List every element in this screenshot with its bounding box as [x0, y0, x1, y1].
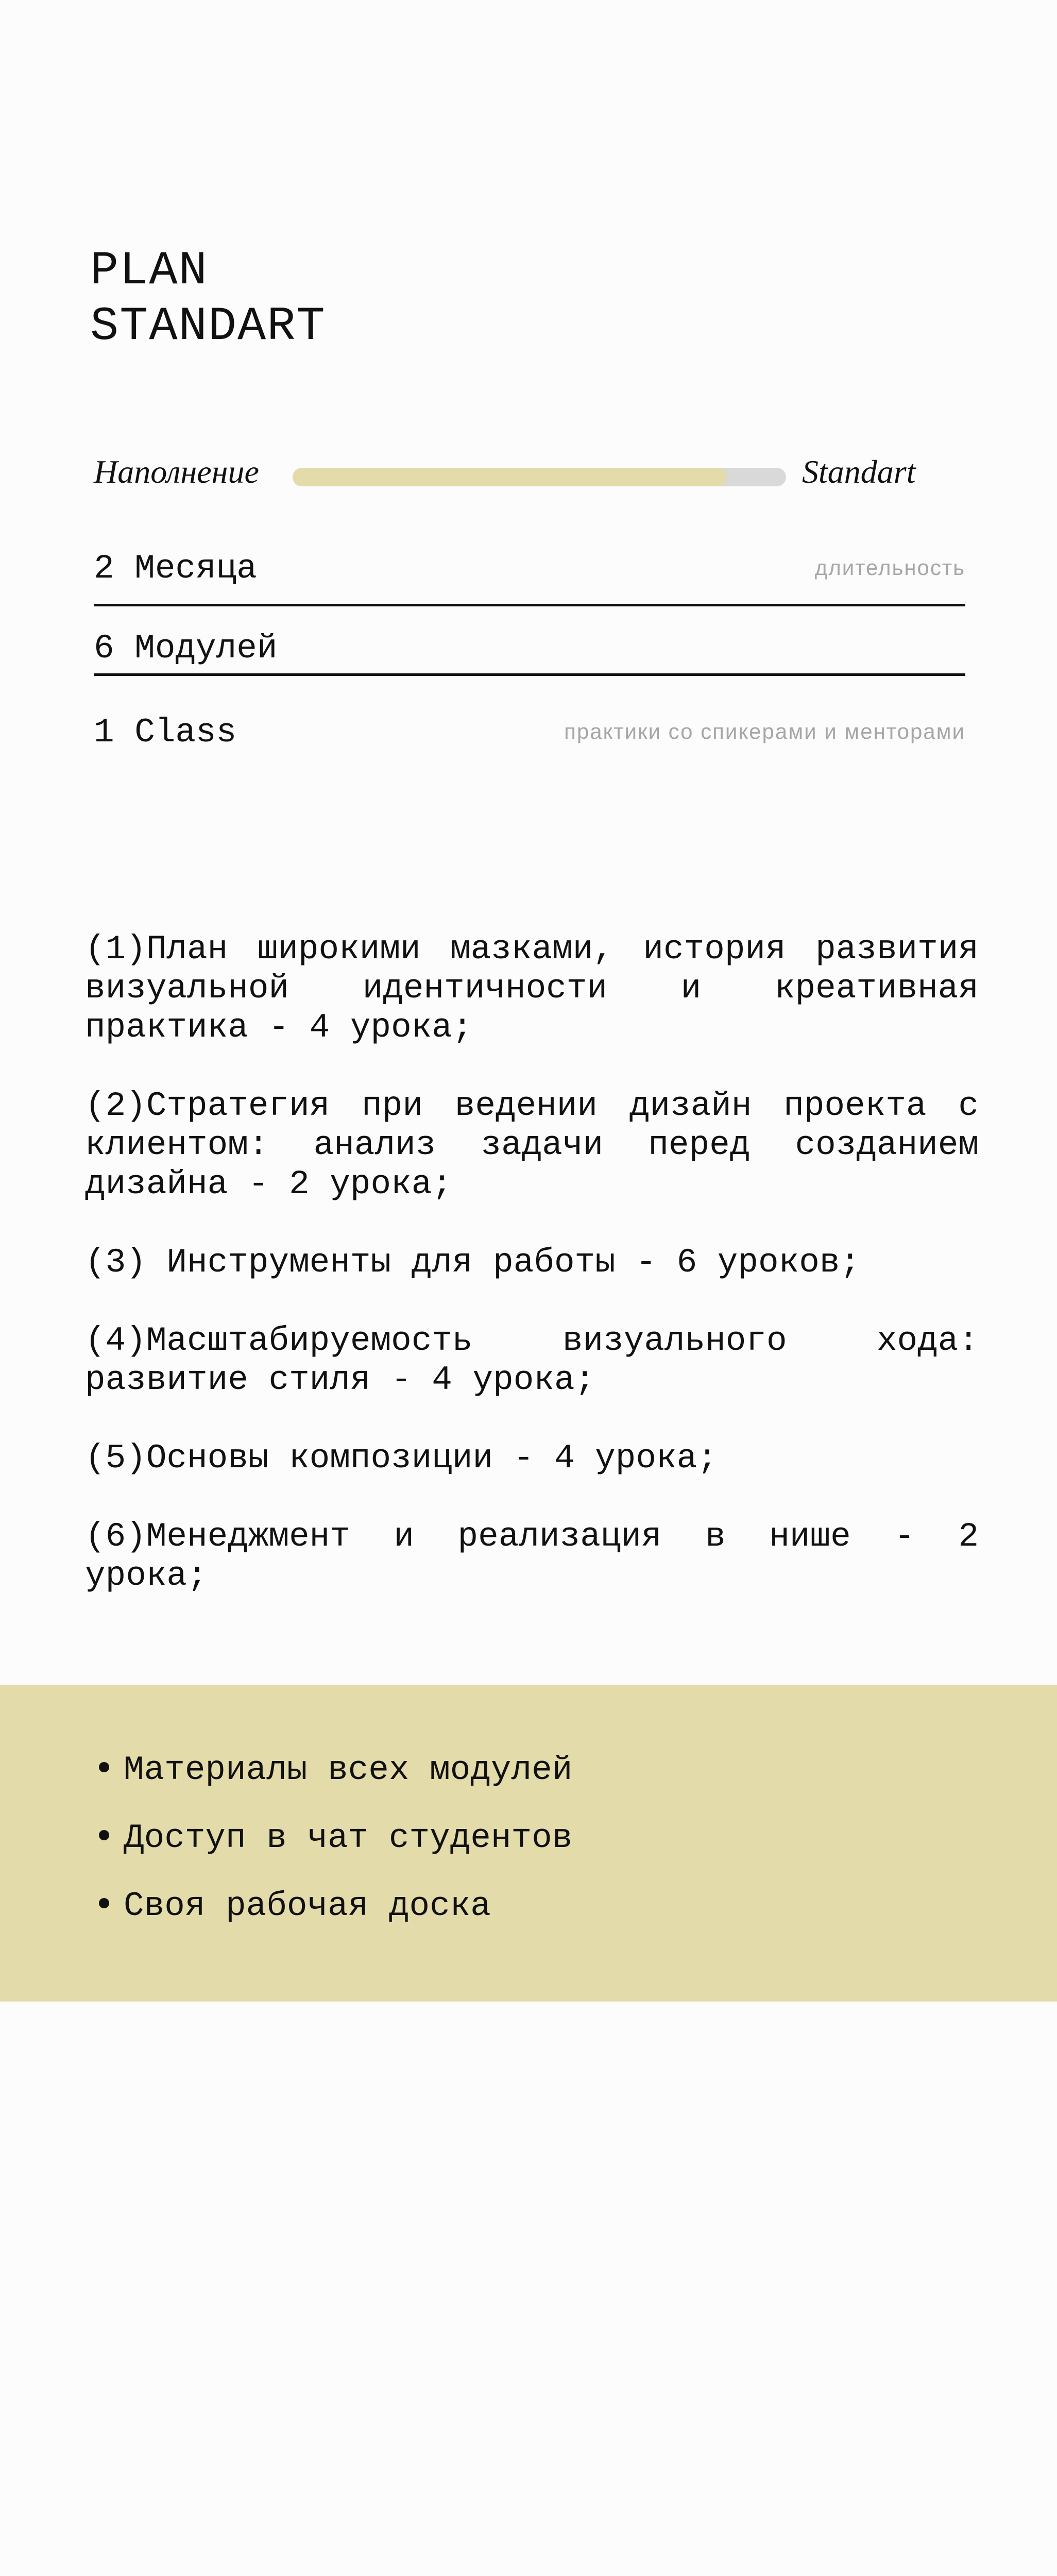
bullet-icon — [99, 1898, 109, 1908]
fill-plan-name: Standart — [802, 453, 916, 490]
plan-title — [90, 243, 326, 354]
benefit-item — [99, 1804, 572, 1872]
module-item: (5)Основы композиции - 4 урока; — [85, 1439, 718, 1478]
fill-progress-track — [293, 468, 786, 486]
spec-row-duration — [94, 537, 965, 606]
bullet-icon — [99, 1830, 109, 1840]
spec-modules-value: 6 Модулей — [94, 629, 278, 668]
module-item: (2)Стратегия при ведении дизайн проекта с клиентом: анализ задачи перед созданием дизайна - 2 урока; — [85, 1087, 979, 1204]
plan-title-line-1: PLAN — [90, 244, 208, 298]
fill-progress-bar — [293, 468, 727, 486]
spec-class-note: практики со спикерами и менторами — [564, 719, 965, 743]
spec-duration-value: 2 Месяца — [94, 549, 257, 588]
module-item: (3) Инструменты для работы - 6 уроков; — [85, 1243, 861, 1282]
fill-meter — [94, 449, 969, 501]
module-item: (6)Менеджмент и реализация в нише - 2 урока; — [85, 1517, 979, 1595]
benefit-label: Доступ в чат студентов — [124, 1819, 573, 1857]
spec-class-value: 1 Class — [94, 713, 237, 752]
benefits-panel — [0, 1685, 1057, 2002]
module-list — [85, 930, 979, 1635]
benefit-item — [99, 1736, 572, 1804]
bullet-icon — [99, 1762, 109, 1772]
benefits-list — [99, 1736, 572, 1940]
fill-label: Наполнение — [94, 453, 259, 490]
spec-duration-note: длительность — [814, 555, 965, 580]
benefit-label: Материалы всех модулей — [124, 1751, 573, 1789]
module-item: (4)Масштабируемость визуального хода: развитие стиля - 4 урока; — [85, 1321, 979, 1399]
benefit-item — [99, 1872, 572, 1940]
module-item: (1)План широкими мазками, история развития визуальной идентичности и креативная практика - 4 урока; — [85, 930, 979, 1047]
spec-row-modules — [94, 606, 965, 676]
benefit-label: Своя рабочая доска — [124, 1887, 491, 1925]
spec-row-class — [94, 675, 965, 752]
plan-title-line-2: STANDART — [90, 299, 326, 353]
